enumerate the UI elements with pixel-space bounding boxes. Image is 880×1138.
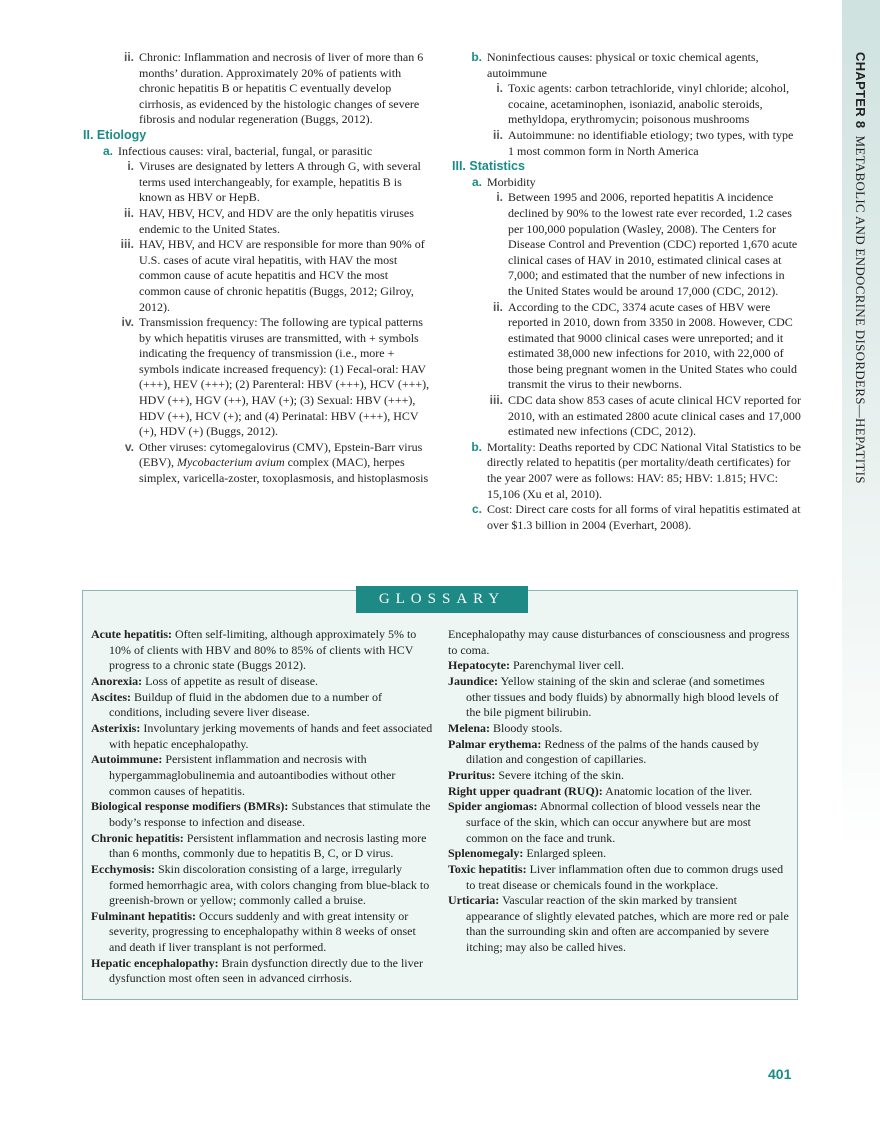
- glossary-definition: Persistent inflammation and necrosis lasting more than 6 months, commonly due to hepatitis B, C, or D virus.: [109, 830, 427, 861]
- glossary-term: Pruritus:: [448, 767, 496, 782]
- glossary-definition: Buildup of fluid in the abdomen due to a number of conditions, including severe liver disease.: [109, 689, 382, 720]
- glossary-term: Splenomegaly:: [448, 846, 524, 861]
- list-text: Other viruses: cytomegalovirus (CMV), Epstein-Barr virus (EBV), Mycobacterium avium complex (MAC), herpes simplex, varicella-zoster, toxoplasmosis, and histoplasmosis: [139, 439, 429, 486]
- glossary-entry: [91, 956, 435, 987]
- glossary-term: Anorexia:: [91, 673, 143, 688]
- noninfectious-causes-text: Noninfectious causes: physical or toxic chemical agents, autoimmune: [487, 50, 759, 80]
- glossary-term: Spider angiomas:: [448, 799, 538, 814]
- glossary-definition: Anatomic location of the liver.: [602, 783, 753, 798]
- left-column: [83, 50, 433, 487]
- list-text: According to the CDC, 3374 acute cases of HBV were reported in 2010, down from 3350 in 2008. However, CDC estimated that 9000 clinical cases were unreported; and it estimated 38,000 new infections for 2010, with 22,000 of those being pregnant women in the United States who could transmit the virus to their newborns.: [508, 299, 797, 392]
- glossary-entry: [448, 862, 790, 893]
- glossary-right-column: [448, 627, 790, 956]
- glossary-definition: Yellow staining of the skin and sclerae (and sometimes other tissues and body fluids) by abnormally high blood levels of the bile pigment bilirubin.: [466, 673, 779, 720]
- etiology-heading: II. Etiology: [83, 127, 147, 142]
- list-text: HAV, HBV, and HCV are responsible for more than 90% of U.S. cases of acute viral hepatitis, with HAV the most common cause of acute hepatitis and HCV the most common cause of chronic hepatitis (Buggs, 2012; Gilroy, 2012).: [139, 237, 425, 314]
- list-marker: i.: [496, 190, 503, 205]
- list-item: [452, 393, 802, 440]
- glossary-definition: Brain dysfunction directly due to the liver dysfunction most often seen in advanced cirrhosis.: [109, 955, 423, 986]
- glossary-entry: [91, 752, 435, 799]
- glossary-entry: [448, 721, 790, 737]
- glossary-definition: Severe itching of the skin.: [495, 767, 624, 782]
- glossary-box: [82, 590, 798, 1000]
- list-marker: b.: [471, 50, 482, 64]
- glossary-entry: [91, 690, 435, 721]
- glossary-entry: [448, 799, 790, 846]
- list-marker: i.: [127, 159, 134, 174]
- chapter-number: CHAPTER 8: [853, 52, 868, 129]
- glossary-term: Palmar erythema:: [448, 736, 542, 751]
- glossary-term: Urticaria:: [448, 893, 500, 908]
- glossary-definition: Often self-limiting, although approximately 5% to 10% of clients with HBV and 80% to 85% of clients with HCV progress to a chronic state (Buggs 2012).: [109, 627, 417, 673]
- list-marker: ii.: [492, 127, 503, 142]
- glossary-definition: Liver inflammation often due to common drugs used to treat disease or chemicals found in the workplace.: [466, 861, 784, 892]
- cost-item: [452, 502, 802, 533]
- list-marker: ii.: [123, 50, 134, 64]
- morbidity-text: Morbidity: [487, 174, 536, 189]
- glossary-entry: [91, 799, 435, 830]
- list-text: Autoimmune: no identifiable etiology; two types, with type 1 most common form in North America: [508, 127, 794, 158]
- glossary-definition: Occurs suddenly and with great intensity or severity, progressing to encephalopathy within 8 weeks of onset and death if liver transplant is not performed.: [109, 908, 416, 955]
- glossary-term: Right upper quadrant (RUQ):: [448, 783, 603, 798]
- list-text: CDC data show 853 cases of acute clinical HCV reported for 2010, with an estimated 2800 acute clinical cases and 17,000 estimated new infections (CDC, 2012).: [508, 393, 802, 439]
- glossary-definition: Persistent inflammation and necrosis with hypergammaglobulinemia and autoantibodies without other common causes of hepatitis.: [109, 752, 396, 798]
- infectious-causes-text: Infectious causes: viral, bacterial, fungal, or parasitic: [118, 143, 373, 158]
- glossary-entry: [448, 893, 790, 956]
- glossary-definition: Bloody stools.: [489, 720, 563, 735]
- noninfectious-causes-item: [452, 50, 802, 81]
- glossary-title: GLOSSARY: [356, 586, 528, 613]
- glossary-term: Acute hepatitis:: [91, 627, 172, 641]
- glossary-term: Ecchymosis:: [91, 861, 155, 876]
- glossary-definition: Redness of the palms of the hands caused by dilation and congestion of capillaries.: [466, 736, 760, 767]
- glossary-left-column: [91, 627, 435, 987]
- glossary-definition: Enlarged spleen.: [523, 846, 607, 861]
- mortality-item: [452, 440, 802, 502]
- list-item: [83, 440, 433, 487]
- list-marker: iii.: [489, 393, 503, 408]
- list-marker: i.: [496, 81, 503, 96]
- glossary-definition: Substances that stimulate the body’s response to infection and disease.: [109, 799, 431, 829]
- right-column: [452, 50, 802, 533]
- glossary-entry: [448, 658, 790, 674]
- glossary-term: Hepatocyte:: [448, 658, 510, 673]
- glossary-term: Toxic hepatitis:: [448, 861, 527, 876]
- glossary-entry: [91, 862, 435, 909]
- list-marker: b.: [471, 439, 482, 454]
- glossary-term: Jaundice:: [448, 673, 499, 688]
- glossary-term: Melena:: [448, 720, 490, 735]
- glossary-definition: Abnormal collection of blood vessels near the surface of the skin, which can occur anywhere but are most common on the face and trunk.: [466, 799, 761, 845]
- list-item: [83, 206, 433, 237]
- glossary-entry: [448, 846, 790, 862]
- glossary-entry: [91, 627, 435, 674]
- list-marker: ii.: [492, 299, 503, 314]
- glossary-term: Asterixis:: [91, 720, 141, 735]
- list-marker: v.: [124, 439, 134, 454]
- glossary-entry: [448, 674, 790, 721]
- list-marker: iii.: [120, 237, 134, 252]
- list-text: Toxic agents: carbon tetrachloride, vinyl chloride; alcohol, cocaine, acetaminophen, isoniazid, anabolic steroids, methyldopa, erythromycin; poisonous mushrooms: [508, 81, 790, 127]
- glossary-definition: Parenchymal liver cell.: [509, 658, 624, 673]
- statistics-heading: III. Statistics: [452, 159, 525, 174]
- glossary-term: Autoimmune:: [91, 752, 163, 767]
- infectious-causes-item: [83, 144, 433, 160]
- list-text: Transmission frequency: The following are typical patterns by which hepatitis viruses are transmitted, with + symbols indicating the frequency of transmission (i.e., more + symbols indicate increased frequency): (1) Fecal-oral: HAV (+++), HEV (+++); (2) Parenteral: HBV (+++), HCV (+++), HDV (++), HGV (++), HAV (+); (3) Sexual: HBV (+++), HDV (++), HCV (+); and (4) Perinatal: HBV (+++), HCV (+), HDV (+) (Buggs, 2012).: [139, 315, 430, 439]
- glossary-entry: [448, 737, 790, 768]
- list-marker: ii.: [123, 205, 134, 220]
- list-item: [452, 128, 802, 159]
- mortality-text: Mortality: Deaths reported by CDC National Vital Statistics to be directly related to hepatitis (per mortality/death certificates) for the year 2007 were as follows: HAV: 85; HBV: 1.815; HVC: 15,106 (Xu et al, 2010).: [487, 439, 802, 501]
- list-item: [83, 159, 433, 206]
- list-item: [452, 190, 802, 299]
- list-text: Between 1995 and 2006, reported hepatitis A incidence declined by 90% to the lowest rate ever recorded, 1.2 cases per 100,000 population (Wasley, 2008). The Centers for Disease Control and Prevention (CDC) reported 1,670 acute clinical cases of HAV in 2010, estimated clinical cases at 7,000; and estimated that the number of new infections in the United States would be around 17,000 (CDC, 2012).: [508, 190, 798, 298]
- glossary-definition: Vascular reaction of the skin marked by transient appearance of slightly elevated patches, which are more red or pale than the surrounding skin and often are accompanied by severe itching; may also be called hives.: [466, 893, 789, 955]
- glossary-definition: Involuntary jerking movements of hands and feet associated with hepatic encephalopathy.: [109, 720, 433, 751]
- list-item: [452, 300, 802, 394]
- glossary-entry: [448, 784, 790, 800]
- chapter-running-head: [852, 52, 868, 484]
- chronic-text: Chronic: Inflammation and necrosis of liver of more than 6 months’ duration. Approximately 20% of patients with chronic hepatitis B or hepatitis C eventually develop cirrhosis, as evidenced by the histologic changes of severe fibrosis and nodular regeneration (Buggs, 2012).: [139, 50, 424, 127]
- page-number: 401: [768, 1066, 792, 1082]
- chapter-sidebar: [842, 0, 880, 1138]
- chronic-item: [83, 50, 433, 128]
- chapter-title: METABOLIC AND ENDOCRINE DISORDERS—HEPATITIS: [853, 135, 868, 484]
- list-marker: a.: [102, 143, 113, 158]
- glossary-term: Fulminant hepatitis:: [91, 908, 197, 923]
- list-text: Viruses are designated by letters A through G, with several terms used interchangeably, for example, hepatitis B is known as HBV or HepB.: [139, 159, 421, 205]
- glossary-continuation: Encephalopathy may cause disturbances of consciousness and progress to coma.: [448, 627, 790, 657]
- list-marker: c.: [471, 502, 482, 517]
- glossary-entry: [448, 768, 790, 784]
- glossary-term: Hepatic encephalopathy:: [91, 955, 219, 970]
- glossary-term: Biological response modifiers (BMRs):: [91, 799, 289, 814]
- cost-text: Cost: Direct care costs for all forms of viral hepatitis estimated at over $1.3 billion in 2004 (Everhart, 2008).: [487, 502, 801, 532]
- morbidity-item: [452, 175, 802, 191]
- glossary-entry: [91, 909, 435, 956]
- list-marker: iv.: [121, 315, 134, 330]
- list-item: [83, 315, 433, 440]
- glossary-definition: Loss of appetite as result of disease.: [142, 673, 319, 688]
- glossary-entry: [91, 831, 435, 862]
- glossary-entry: [91, 674, 435, 690]
- glossary-entry: [91, 721, 435, 752]
- list-item: [83, 237, 433, 315]
- list-item: [452, 81, 802, 128]
- glossary-definition: Skin discoloration consisting of a large, irregularly formed hemorrhagic area, with colors changing from blue-black to greenish-brown or yellow; commonly called a bruise.: [109, 861, 430, 908]
- list-marker: a.: [471, 174, 482, 189]
- glossary-term: Ascites:: [91, 689, 131, 704]
- glossary-term: Chronic hepatitis:: [91, 830, 184, 845]
- list-text: HAV, HBV, HCV, and HDV are the only hepatitis viruses endemic to the United States.: [139, 205, 414, 236]
